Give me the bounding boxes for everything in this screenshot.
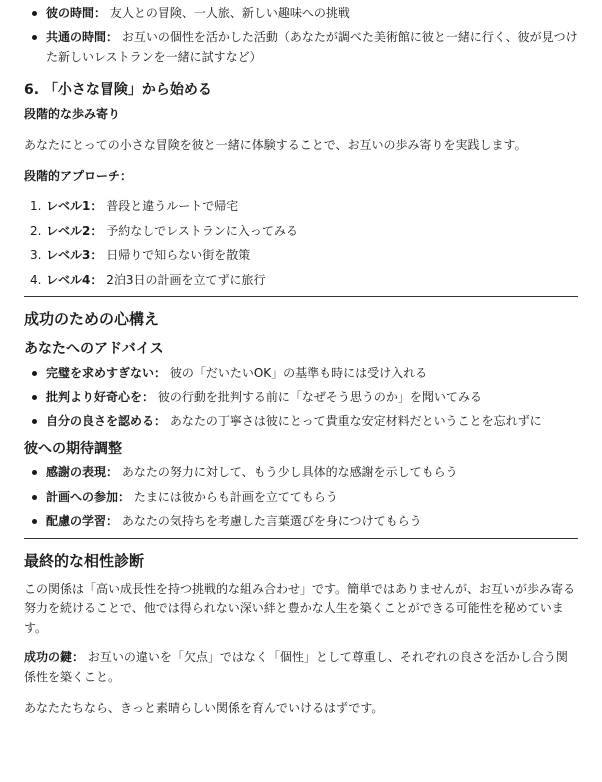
item-label: 共通の時間： xyxy=(46,30,119,45)
divider xyxy=(24,538,578,539)
item-number: 3. xyxy=(30,248,42,263)
list-item xyxy=(24,512,578,531)
item-label: レベル2： xyxy=(46,223,103,238)
divider xyxy=(24,296,578,297)
list-item xyxy=(24,246,578,265)
list-item xyxy=(24,197,578,216)
document-page xyxy=(24,4,578,718)
expectation-heading: 彼への期待調整 xyxy=(24,440,122,457)
item-text: 彼の行動を批判する前に「なぜそう思うのか」を聞いてみる xyxy=(157,390,482,404)
list-item xyxy=(24,222,578,241)
list-item xyxy=(24,28,578,67)
list-item xyxy=(24,4,578,23)
final-paragraph: この関係は「高い成長性を持つ挑戦的な組み合わせ」です。簡単ではありませんが、お互いが歩み寄る努力を続けることで、他では得られない深い絆と豊かな人生を築くことができる可能性を秘めています。 xyxy=(24,581,576,635)
item-text: あなたの努力に対して、もう少し具体的な感謝を示してもらう xyxy=(121,465,458,480)
list-item xyxy=(24,488,578,507)
approach-subheading: 段階的アプローチ： xyxy=(24,168,133,183)
item-text: 予約なしでレストランに入ってみる xyxy=(106,223,298,238)
list-item xyxy=(24,271,578,290)
success-key-paragraph xyxy=(24,648,578,687)
list-item xyxy=(24,412,578,431)
advice-heading: あなたへのアドバイス xyxy=(24,340,164,357)
final-heading: 最終的な相性診断 xyxy=(24,551,145,570)
item-number: 4. xyxy=(30,272,42,287)
section-6-subheading: 段階的な歩み寄り xyxy=(24,106,121,121)
item-text: 彼の「だいたいOK」の基準も時には受け入れる xyxy=(169,365,428,380)
item-label: 彼の時間： xyxy=(46,6,107,20)
item-text: 普段と違うルートで帰宅 xyxy=(106,199,239,214)
mindset-heading: 成功のための心構え xyxy=(24,309,160,328)
success-key-label: 成功の鍵： xyxy=(24,650,85,665)
top-bullet-list xyxy=(24,4,578,67)
advice-list xyxy=(24,364,578,432)
item-label: レベル1： xyxy=(46,199,103,214)
section-6-heading: 6. 「小さな冒険」から始める xyxy=(24,82,212,99)
item-text: あなたの丁寧さは彼にとって貴重な安定材料だということを忘れずに xyxy=(169,414,542,429)
closing-paragraph: あなたたちなら、きっと素晴らしい関係を育んでいけるはずです。 xyxy=(24,700,384,715)
item-text: 日帰りで知らない街を散策 xyxy=(106,248,251,263)
item-number: 2. xyxy=(30,223,42,238)
item-text: たまには彼からも計画を立ててもらう xyxy=(133,489,338,504)
item-label: 自分の良さを認める： xyxy=(46,414,167,429)
item-text: 友人との冒険、一人旅、新しい趣味への挑戦 xyxy=(109,6,350,20)
item-label: レベル4： xyxy=(46,272,103,287)
item-label: レベル3： xyxy=(46,248,103,263)
list-item xyxy=(24,463,578,482)
item-label: 批判より好奇心を： xyxy=(46,390,155,404)
item-text: お互いの個性を活かした活動（あなたが調べた美術館に彼と一緒に行く、彼が見つけた新しいレストランを一緒に試すなど） xyxy=(46,30,578,64)
item-label: 完璧を求めすぎない： xyxy=(46,365,167,380)
item-text: あなたの気持ちを考慮した言葉選びを身につけてもらう xyxy=(121,514,422,529)
item-label: 配慮の学習： xyxy=(46,514,119,529)
item-label: 感謝の表現： xyxy=(46,465,119,480)
success-key-text: お互いの違いを「欠点」ではなく「個性」として尊重し、それぞれの良さを活かし合う関係性を築くこと。 xyxy=(24,650,568,684)
item-label: 計画への参加： xyxy=(46,489,131,504)
list-item xyxy=(24,388,578,407)
list-item xyxy=(24,364,578,383)
item-text: 2泊3日の計画を立てずに旅行 xyxy=(106,272,266,287)
item-number: 1. xyxy=(30,199,42,214)
expectation-list xyxy=(24,463,578,531)
level-list xyxy=(24,197,578,290)
section-6-paragraph: あなたにとっての小さな冒険を彼と一緒に体験することで、お互いの歩み寄りを実践します。 xyxy=(24,138,527,153)
